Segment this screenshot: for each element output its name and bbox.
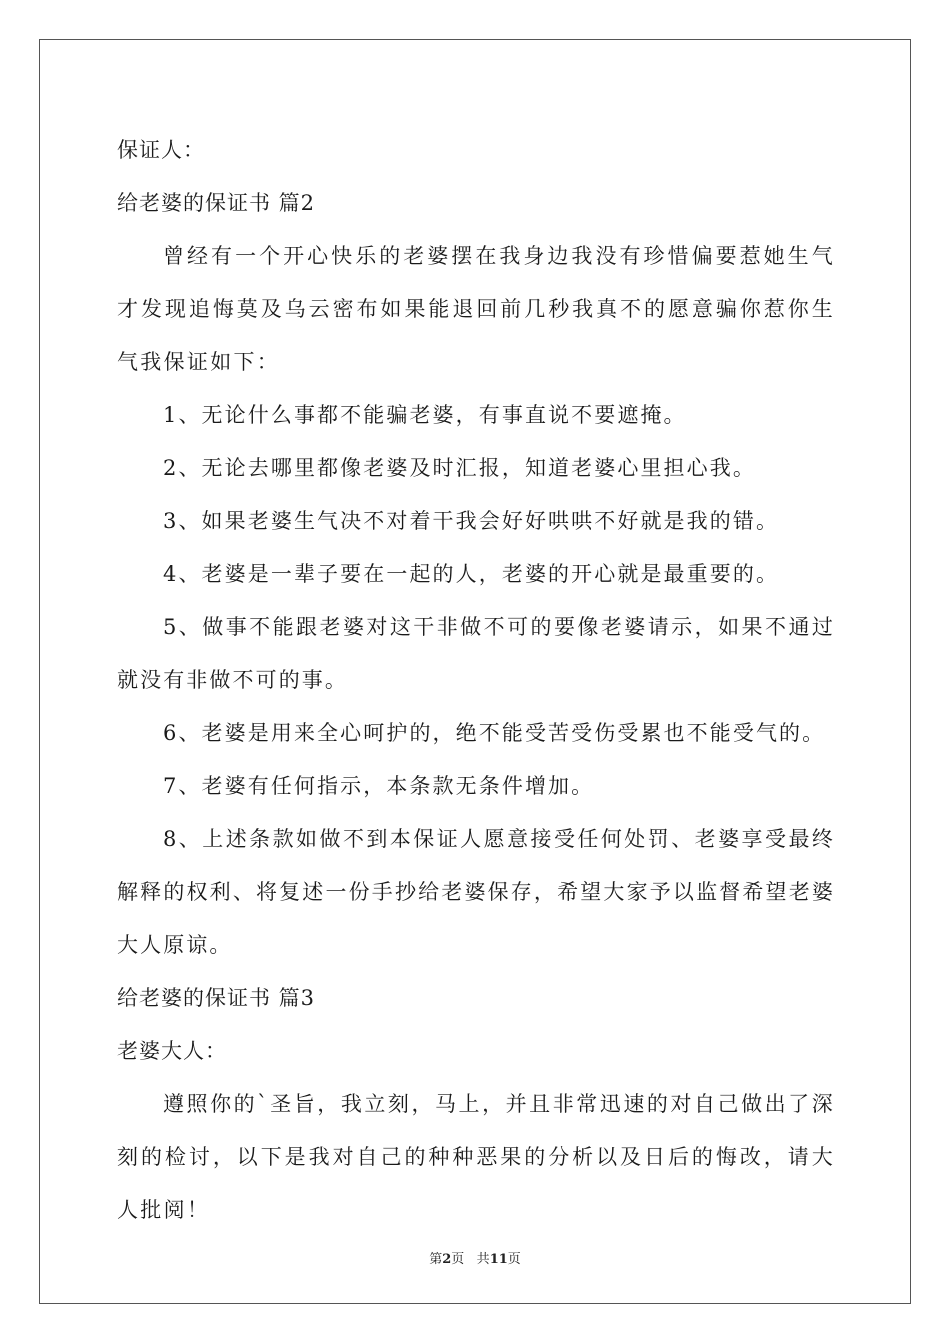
clause-8: 8、上述条款如做不到本保证人愿意接受任何处罚、老婆享受最终解释的权利、将复述一份手抄给老婆保存，希望大家予以监督希望老婆大人原谅。 <box>117 827 835 957</box>
total-prefix: 共 <box>476 1252 490 1267</box>
guarantor-label: 保证人： <box>117 138 205 162</box>
page-suffix: 页 <box>451 1252 465 1267</box>
clause-3: 3、如果老婆生气决不对着干我会好好哄哄不好就是我的错。 <box>163 509 780 533</box>
clause-4: 4、老婆是一辈子要在一起的人，老婆的开心就是最重要的。 <box>163 562 780 586</box>
clause-6: 6、老婆是用来全心呵护的，绝不能受苦受伤受累也不能受气的。 <box>163 721 826 745</box>
clause-2: 2、无论去哪里都像老婆及时汇报，知道老婆心里担心我。 <box>163 456 756 480</box>
salutation: 老婆大人： <box>117 1039 227 1063</box>
page-footer <box>0 1248 950 1267</box>
document-body <box>117 124 835 1237</box>
section-heading-3: 给老婆的保证书 篇3 <box>117 986 316 1010</box>
page-total: 11 <box>489 1252 508 1267</box>
clause-5: 5、做事不能跟老婆对这干非做不可的要像老婆请示，如果不通过就没有非做不可的事。 <box>117 615 835 692</box>
apology-paragraph: 遵照你的`圣旨，我立刻，马上，并且非常迅速的对自己做出了深刻的检讨，以下是我对自己的种种恶果的分析以及日后的悔改，请大人批阅！ <box>117 1092 835 1222</box>
page-current: 2 <box>442 1252 452 1267</box>
total-suffix: 页 <box>507 1252 521 1267</box>
clause-7: 7、老婆有任何指示，本条款无条件增加。 <box>163 774 595 798</box>
intro-paragraph: 曾经有一个开心快乐的老婆摆在我身边我没有珍惜偏要惹她生气才发现追悔莫及乌云密布如果能退回前几秒我真不的愿意骗你惹你生气我保证如下： <box>117 244 835 374</box>
section-heading-2: 给老婆的保证书 篇2 <box>117 191 316 215</box>
page-prefix: 第 <box>429 1252 443 1267</box>
clause-1: 1、无论什么事都不能骗老婆，有事直说不要遮掩。 <box>163 403 687 427</box>
